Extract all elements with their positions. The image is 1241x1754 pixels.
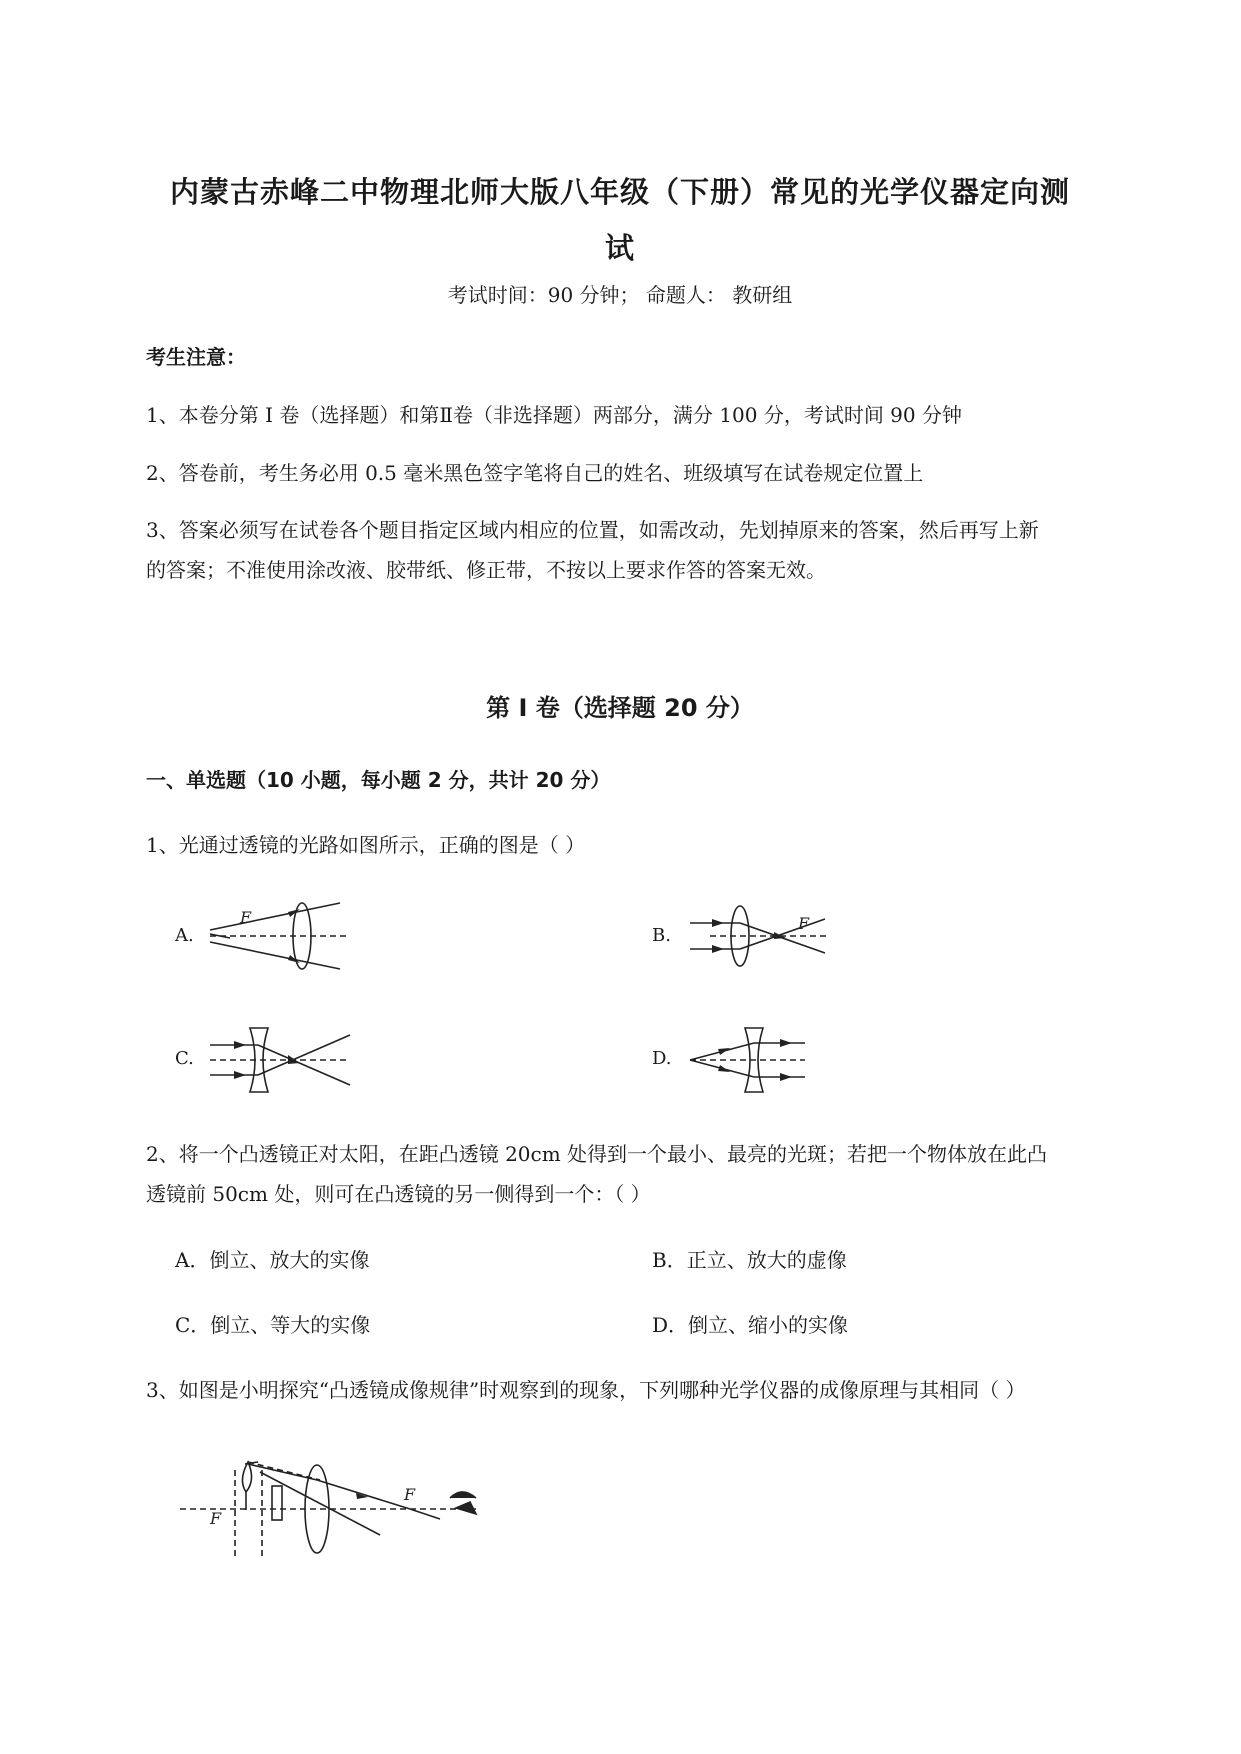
q1-b-focus-label: F xyxy=(798,914,810,933)
q1-option-a-label[interactable]: A. xyxy=(175,925,194,946)
notice-item-3: 3、答案必须写在试卷各个题目指定区域内相应的位置，如需改动，先划掉原来的答案，然后再写上新 xyxy=(146,518,1039,542)
q3-focus-label-left: F xyxy=(210,1509,222,1528)
question-2-stem-line1: 2、将一个凸透镜正对太阳，在距凸透镜 20cm 处得到一个最小、最亮的光斑；若把一个物体放在此凸 xyxy=(146,1142,1048,1166)
q3-focus-label-right: F xyxy=(404,1485,416,1504)
q2-option-c[interactable]: C．倒立、等大的实像 xyxy=(175,1313,371,1337)
q2-option-d[interactable]: D．倒立、缩小的实像 xyxy=(652,1313,849,1337)
q1-option-d-diagram xyxy=(690,1023,840,1093)
notice-heading: 考生注意： xyxy=(146,345,246,369)
question-2-stem-line2: 透镜前 50cm 处，则可在凸透镜的另一侧得到一个：（ ） xyxy=(146,1182,651,1206)
q1-option-a-diagram xyxy=(210,895,360,975)
notice-item-3-cont: 的答案；不准使用涂改液、胶带纸、修正带，不按以上要求作答的答案无效。 xyxy=(146,558,826,582)
q1-option-c-diagram xyxy=(210,1023,360,1093)
notice-item-1: 1、本卷分第 I 卷（选择题）和第Ⅱ卷（非选择题）两部分，满分 100 分，考试时间 90 分钟 xyxy=(146,403,962,427)
exam-subtitle: 考试时间：90 分钟； 命题人： 教研组 xyxy=(447,283,793,307)
notice-item-2: 2、答卷前，考生务必用 0.5 毫米黑色签字笔将自己的姓名、班级填写在试卷规定位置上 xyxy=(146,461,924,485)
question-1-stem: 1、光通过透镜的光路如图所示，正确的图是（ ） xyxy=(146,833,586,857)
question-3-stem: 3、如图是小明探究“凸透镜成像规律”时观察到的现象，下列哪种光学仪器的成像原理与其相同（ ） xyxy=(146,1378,1026,1402)
q1-option-b-label[interactable]: B. xyxy=(652,925,671,946)
q2-option-b[interactable]: B．正立、放大的虚像 xyxy=(652,1248,847,1272)
exam-title-line2: 试 xyxy=(604,231,635,265)
section-title: 第 I 卷（选择题 20 分） xyxy=(486,694,754,722)
q2-option-a[interactable]: A．倒立、放大的实像 xyxy=(175,1248,370,1272)
q1-option-c-label[interactable]: C. xyxy=(175,1048,194,1069)
q1-option-d-label[interactable]: D. xyxy=(652,1048,672,1069)
exam-title-line1: 内蒙古赤峰二中物理北师大版八年级（下册）常见的光学仪器定向测 xyxy=(169,175,1070,209)
q1-a-focus-label: F xyxy=(240,908,252,927)
part-heading: 一、单选题（10 小题，每小题 2 分，共计 20 分） xyxy=(146,768,611,792)
q3-lens-diagram xyxy=(180,1450,500,1560)
q1-option-b-diagram xyxy=(690,895,840,975)
